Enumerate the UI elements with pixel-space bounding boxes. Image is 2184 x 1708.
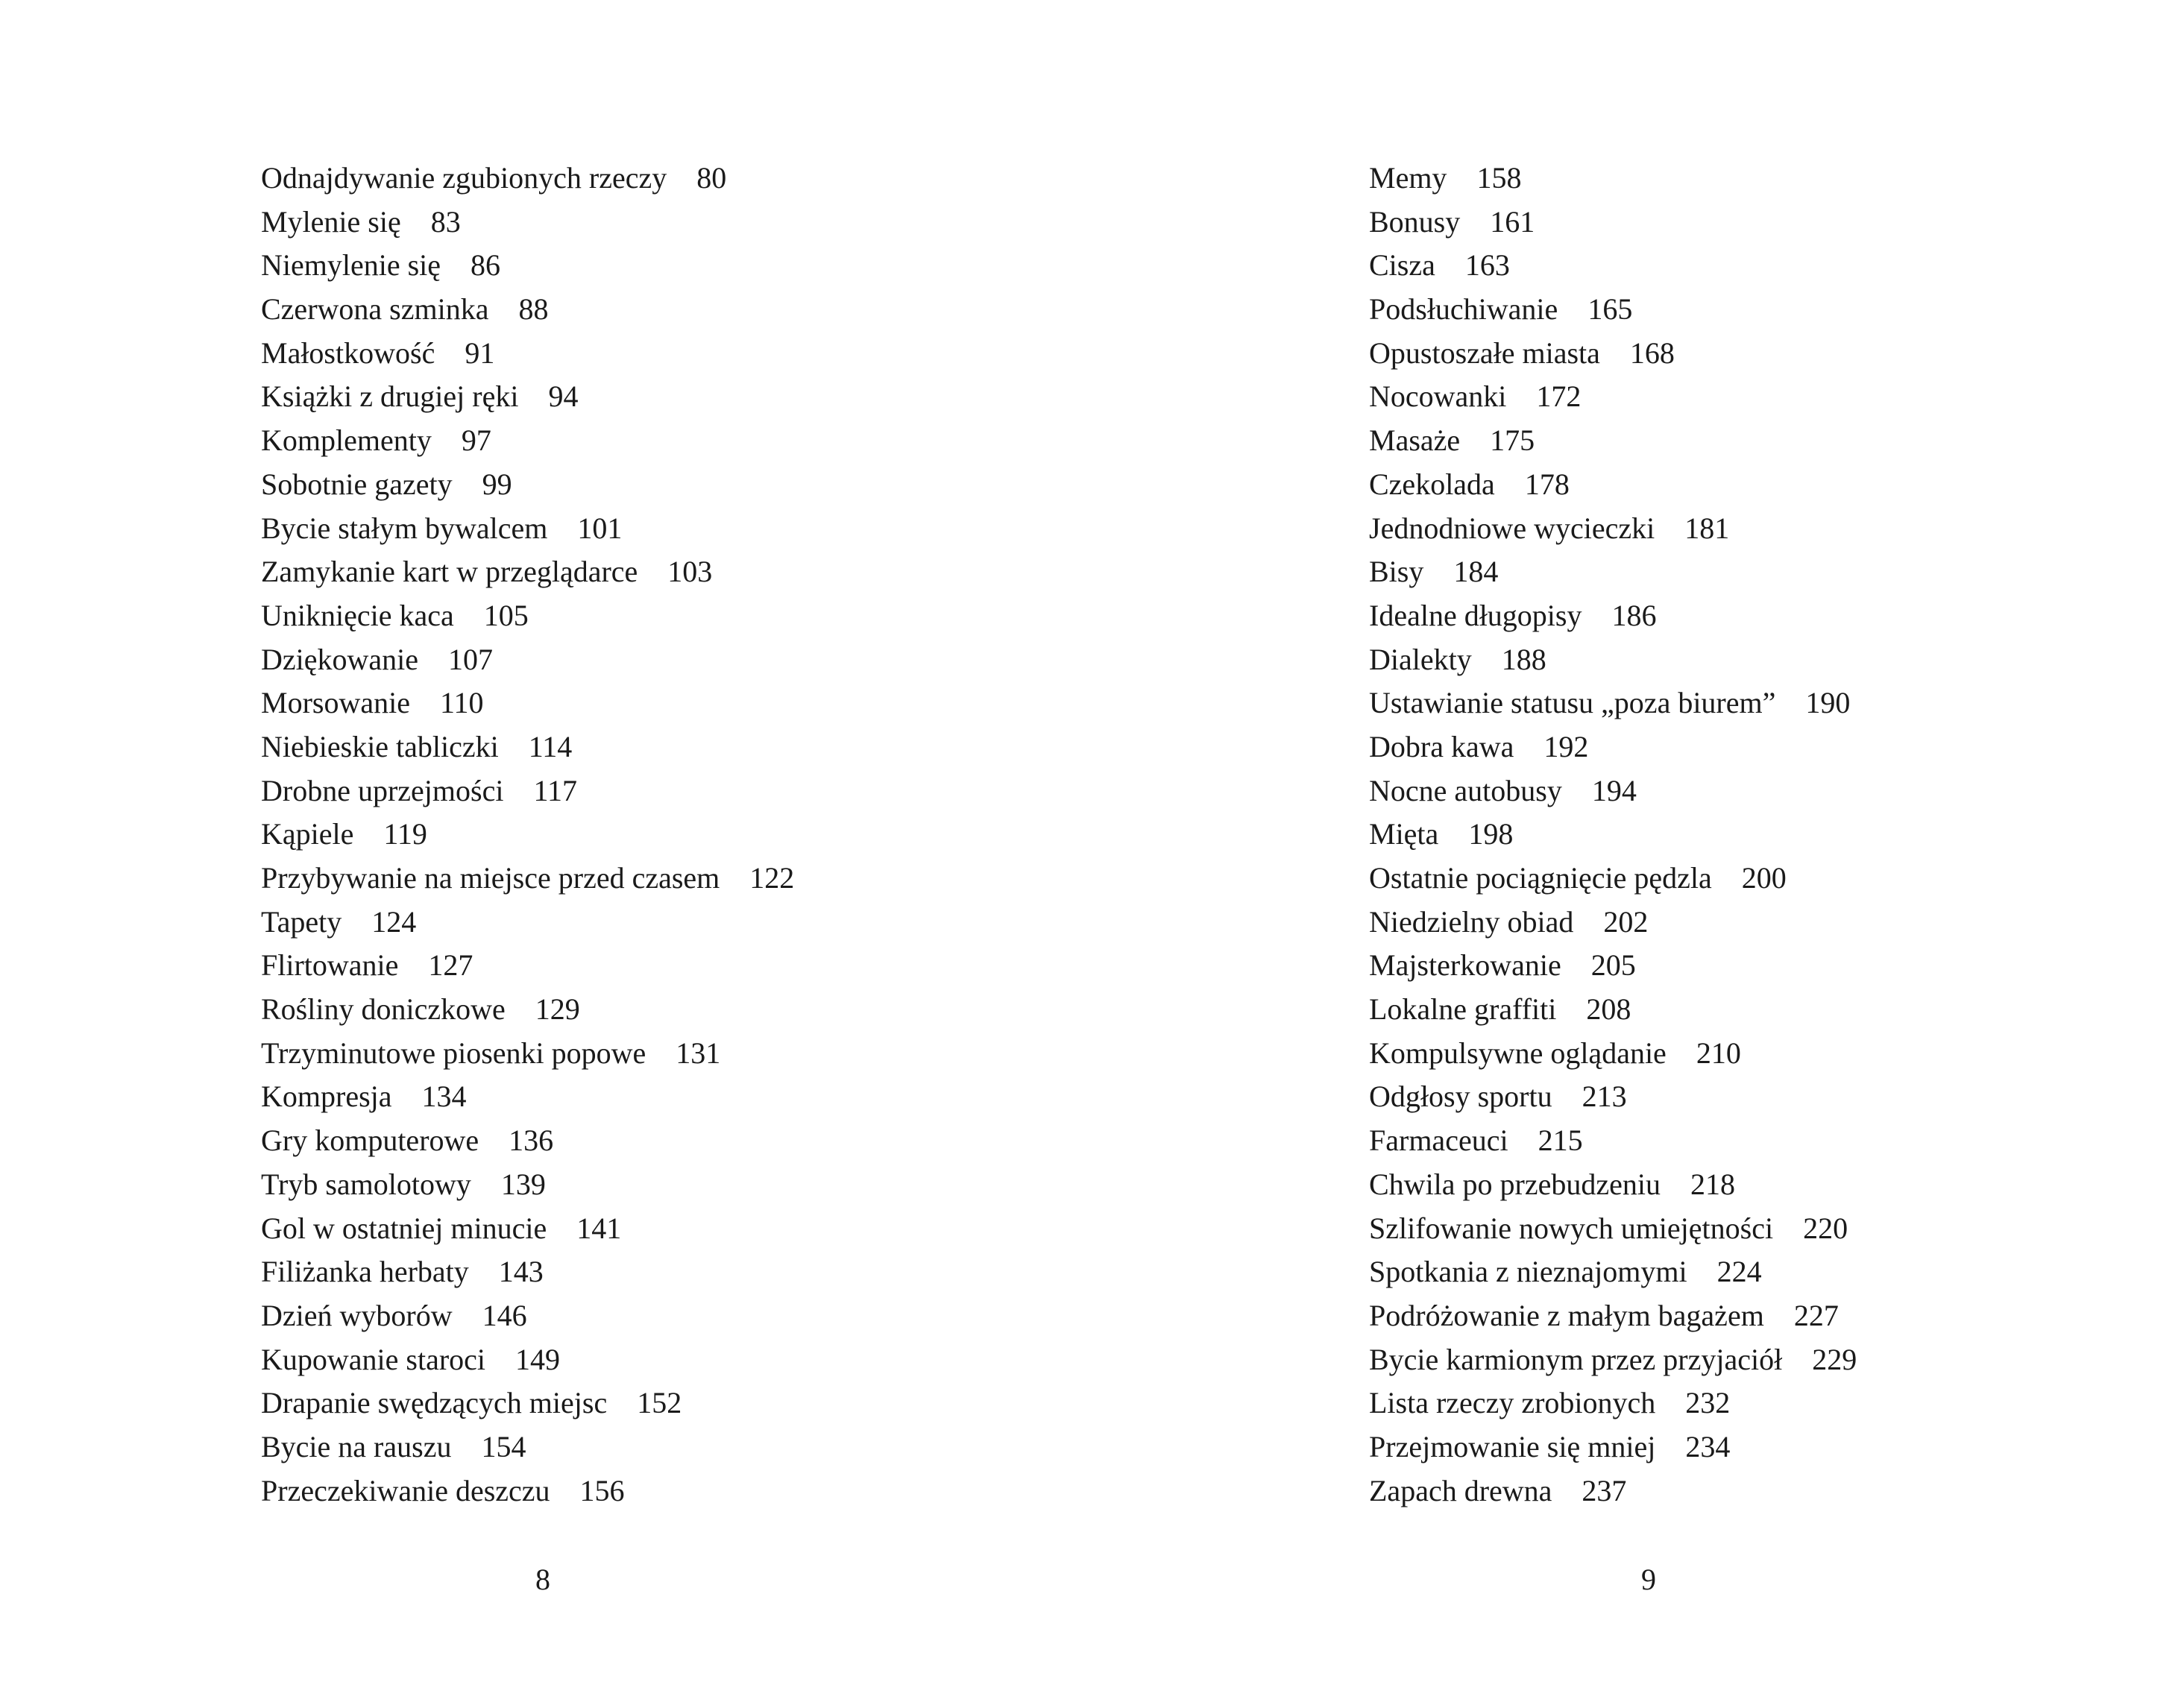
toc-entry-page-number: 172 [1536,379,1582,414]
toc-entry-page-number: 105 [483,598,529,632]
toc-entry [1369,1075,1857,1119]
toc-entry [1369,1207,1857,1251]
toc-entry [1369,1381,1857,1425]
toc-entry [1369,201,1857,245]
toc-entry-title: Bycie karmionym przez przyjaciół [1369,1342,1783,1376]
toc-entry-page-number: 208 [1586,992,1631,1027]
toc-entry [1369,725,1857,769]
toc-entry [261,944,794,988]
toc-entry-title: Lista rzeczy zrobionych [1369,1386,1656,1420]
toc-entry-title: Niebieskie tabliczki [261,729,499,763]
toc-entry-title: Opustoszałe miasta [1369,335,1600,370]
toc-entry-page-number: 218 [1690,1167,1735,1201]
toc-entry-page-number: 86 [471,248,501,283]
toc-entry-page-number: 165 [1587,292,1633,327]
toc-entry-page-number: 200 [1741,861,1787,895]
toc-entry [1369,157,1857,201]
toc-entry [261,988,794,1032]
toc-entry [1369,1294,1857,1338]
toc-entry-title: Dobra kawa [1369,729,1514,763]
toc-entry-title: Uniknięcie kaca [261,598,454,632]
toc-entry-title: Bycie stałym bywalcem [261,511,548,545]
toc-entry-page-number: 156 [579,1473,625,1507]
toc-entry-page-number: 88 [518,292,549,327]
toc-entry-title: Gry komputerowe [261,1124,479,1158]
toc-entry-page-number: 154 [481,1429,526,1463]
toc-entry [261,288,794,332]
toc-entry-page-number: 80 [696,161,727,195]
toc-entry-page-number: 129 [535,992,580,1027]
toc-entry-title: Masaże [1369,423,1461,458]
toc-entry-page-number: 178 [1524,467,1570,501]
toc-entry-page-number: 234 [1685,1429,1731,1463]
toc-entry-title: Przeczekiwanie deszczu [261,1473,550,1507]
toc-entry-page-number: 198 [1468,817,1514,851]
toc-entry [261,901,794,945]
toc-entry [1369,507,1857,551]
toc-entry-title: Drapanie swędzących miejsc [261,1386,608,1420]
toc-entry [1369,638,1857,682]
toc-entry [261,1119,794,1163]
toc-entry-page-number: 103 [667,555,713,589]
toc-entry-title: Niedzielny obiad [1369,904,1574,939]
toc-entry [261,813,794,857]
toc-entry [1369,1469,1857,1513]
toc-entry-title: Zapach drewna [1369,1473,1552,1507]
toc-entry [261,375,794,419]
toc-entry-page-number: 210 [1696,1036,1741,1070]
toc-entry [1369,857,1857,901]
table-of-contents-left [261,157,794,1513]
toc-entry-page-number: 158 [1476,161,1522,195]
toc-entry [1369,419,1857,463]
toc-entry-title: Dialekty [1369,642,1472,676]
toc-entry [261,463,794,507]
toc-entry [261,594,794,638]
toc-entry-title: Kąpiele [261,817,354,851]
toc-entry [1369,375,1857,419]
toc-entry [1369,681,1857,725]
toc-entry [261,201,794,245]
toc-entry-page-number: 136 [509,1124,554,1158]
toc-entry-page-number: 232 [1685,1386,1731,1420]
toc-entry [1369,813,1857,857]
toc-entry-title: Rośliny doniczkowe [261,992,506,1027]
toc-entry-page-number: 83 [430,204,461,239]
toc-entry [1369,1338,1857,1382]
toc-entry-page-number: 168 [1629,335,1675,370]
toc-entry-page-number: 202 [1603,904,1649,939]
toc-entry-title: Podróżowanie z małym bagażem [1369,1298,1764,1332]
toc-entry-page-number: 213 [1582,1080,1627,1114]
toc-entry-page-number: 131 [676,1036,721,1070]
toc-entry [261,1163,794,1207]
toc-entry-title: Komplementy [261,423,432,458]
toc-entry-page-number: 117 [533,773,577,807]
toc-entry-page-number: 194 [1591,773,1637,807]
toc-entry-page-number: 94 [548,379,579,414]
toc-entry [1369,1250,1857,1294]
toc-entry-page-number: 215 [1538,1124,1583,1158]
toc-entry [1369,769,1857,813]
toc-entry [1369,244,1857,288]
toc-entry-title: Farmaceuci [1369,1124,1508,1158]
toc-entry [261,507,794,551]
toc-entry-title: Lokalne graffiti [1369,992,1557,1027]
toc-entry [261,244,794,288]
page-number-left: 8 [535,1563,550,1596]
toc-entry-page-number: 205 [1590,948,1636,983]
toc-entry [261,1032,794,1076]
toc-entry-title: Tryb samolotowy [261,1167,471,1201]
toc-entry-title: Szlifowanie nowych umiejętności [1369,1211,1774,1245]
toc-entry-title: Kupowanie staroci [261,1342,486,1376]
toc-entry-title: Bycie na rauszu [261,1429,452,1463]
toc-entry-title: Kompulsywne oglądanie [1369,1036,1667,1070]
right-page [1092,0,2184,1708]
toc-entry [1369,594,1857,638]
toc-entry [1369,1032,1857,1076]
toc-entry [1369,1425,1857,1469]
toc-entry [261,1338,794,1382]
toc-entry-page-number: 220 [1803,1211,1848,1245]
toc-entry [261,1469,794,1513]
toc-entry-page-number: 227 [1793,1298,1839,1332]
toc-entry-page-number: 186 [1611,598,1657,632]
toc-entry-title: Idealne długopisy [1369,598,1582,632]
toc-entry-title: Majsterkowanie [1369,948,1561,983]
toc-entry [261,1207,794,1251]
toc-entry [261,1075,794,1119]
toc-entry-title: Małostkowość [261,335,435,370]
toc-entry-title: Ustawianie statusu „poza biurem” [1369,686,1776,720]
toc-entry-page-number: 110 [439,686,484,720]
toc-entry-page-number: 107 [448,642,494,676]
toc-entry-title: Podsłuchiwanie [1369,292,1558,327]
toc-entry-title: Czerwona szminka [261,292,489,327]
toc-entry-page-number: 175 [1490,423,1535,458]
toc-entry-title: Nocowanki [1369,379,1507,414]
toc-entry-page-number: 139 [500,1167,546,1201]
table-of-contents-right [1369,157,1857,1513]
toc-entry-title: Memy [1369,161,1447,195]
toc-entry-title: Filiżanka herbaty [261,1255,469,1289]
toc-entry [261,681,794,725]
toc-entry [261,1294,794,1338]
toc-entry-page-number: 161 [1490,204,1535,239]
toc-entry [1369,1163,1857,1207]
toc-entry [261,157,794,201]
toc-entry [261,1381,794,1425]
toc-entry-title: Niemylenie się [261,248,441,283]
toc-entry-title: Drobne uprzejmości [261,773,504,807]
toc-entry [261,725,794,769]
toc-entry-title: Mylenie się [261,204,401,239]
toc-entry-page-number: 163 [1464,248,1510,283]
toc-entry-title: Książki z drugiej ręki [261,379,519,414]
toc-entry [261,1250,794,1294]
toc-entry-page-number: 152 [637,1386,682,1420]
toc-entry-page-number: 91 [465,335,495,370]
toc-entry-title: Gol w ostatniej minucie [261,1211,547,1245]
page-number-right: 9 [1641,1563,1656,1596]
toc-entry [1369,944,1857,988]
toc-entry-title: Chwila po przebudzeniu [1369,1167,1661,1201]
toc-entry [261,1425,794,1469]
toc-entry-page-number: 134 [421,1080,467,1114]
toc-entry-title: Tapety [261,904,342,939]
toc-entry [261,638,794,682]
toc-entry [261,419,794,463]
toc-entry-page-number: 229 [1812,1342,1857,1376]
toc-entry-title: Przybywanie na miejsce przed czasem [261,861,720,895]
toc-entry-title: Trzyminutowe piosenki popowe [261,1036,646,1070]
toc-entry-page-number: 124 [371,904,417,939]
toc-entry [1369,988,1857,1032]
toc-entry-page-number: 224 [1716,1255,1762,1289]
toc-entry-title: Dzień wyborów [261,1298,453,1332]
toc-entry-page-number: 192 [1543,729,1589,763]
toc-entry-page-number: 149 [515,1342,561,1376]
toc-entry-page-number: 127 [428,948,473,983]
toc-entry [261,857,794,901]
toc-entry-title: Bonusy [1369,204,1461,239]
toc-entry-page-number: 237 [1582,1473,1627,1507]
toc-entry-title: Sobotnie gazety [261,467,453,501]
toc-entry-page-number: 99 [482,467,512,501]
toc-entry-title: Odnajdywanie zgubionych rzeczy [261,161,667,195]
toc-entry-title: Jednodniowe wycieczki [1369,511,1655,545]
toc-entry-title: Ostatnie pociągnięcie pędzla [1369,861,1712,895]
toc-entry [1369,463,1857,507]
toc-entry-page-number: 188 [1501,642,1546,676]
toc-entry [261,769,794,813]
toc-entry-page-number: 181 [1684,511,1730,545]
toc-entry [1369,332,1857,376]
toc-entry-page-number: 122 [749,861,795,895]
toc-entry [1369,1119,1857,1163]
toc-entry-page-number: 114 [528,729,573,763]
toc-entry-title: Spotkania z nieznajomymi [1369,1255,1687,1289]
toc-entry-page-number: 97 [461,423,491,458]
toc-entry [1369,550,1857,594]
toc-entry-title: Mięta [1369,817,1439,851]
toc-entry [1369,901,1857,945]
toc-entry-title: Kompresja [261,1080,392,1114]
toc-entry [261,550,794,594]
toc-entry [261,332,794,376]
toc-entry [1369,288,1857,332]
toc-entry-page-number: 119 [383,817,427,851]
toc-entry-title: Bisy [1369,555,1424,589]
toc-entry-title: Nocne autobusy [1369,773,1562,807]
toc-entry-page-number: 141 [576,1211,622,1245]
toc-entry-title: Dziękowanie [261,642,419,676]
toc-entry-title: Odgłosy sportu [1369,1080,1552,1114]
toc-entry-page-number: 184 [1453,555,1499,589]
toc-entry-page-number: 143 [498,1255,544,1289]
toc-entry-page-number: 190 [1805,686,1851,720]
toc-entry-page-number: 146 [482,1298,527,1332]
toc-entry-title: Zamykanie kart w przeglądarce [261,555,638,589]
toc-entry-title: Morsowanie [261,686,410,720]
toc-entry-title: Czekolada [1369,467,1495,501]
toc-entry-title: Flirtowanie [261,948,399,983]
toc-entry-page-number: 101 [577,511,623,545]
toc-entry-title: Przejmowanie się mniej [1369,1429,1656,1463]
toc-entry-title: Cisza [1369,248,1435,283]
